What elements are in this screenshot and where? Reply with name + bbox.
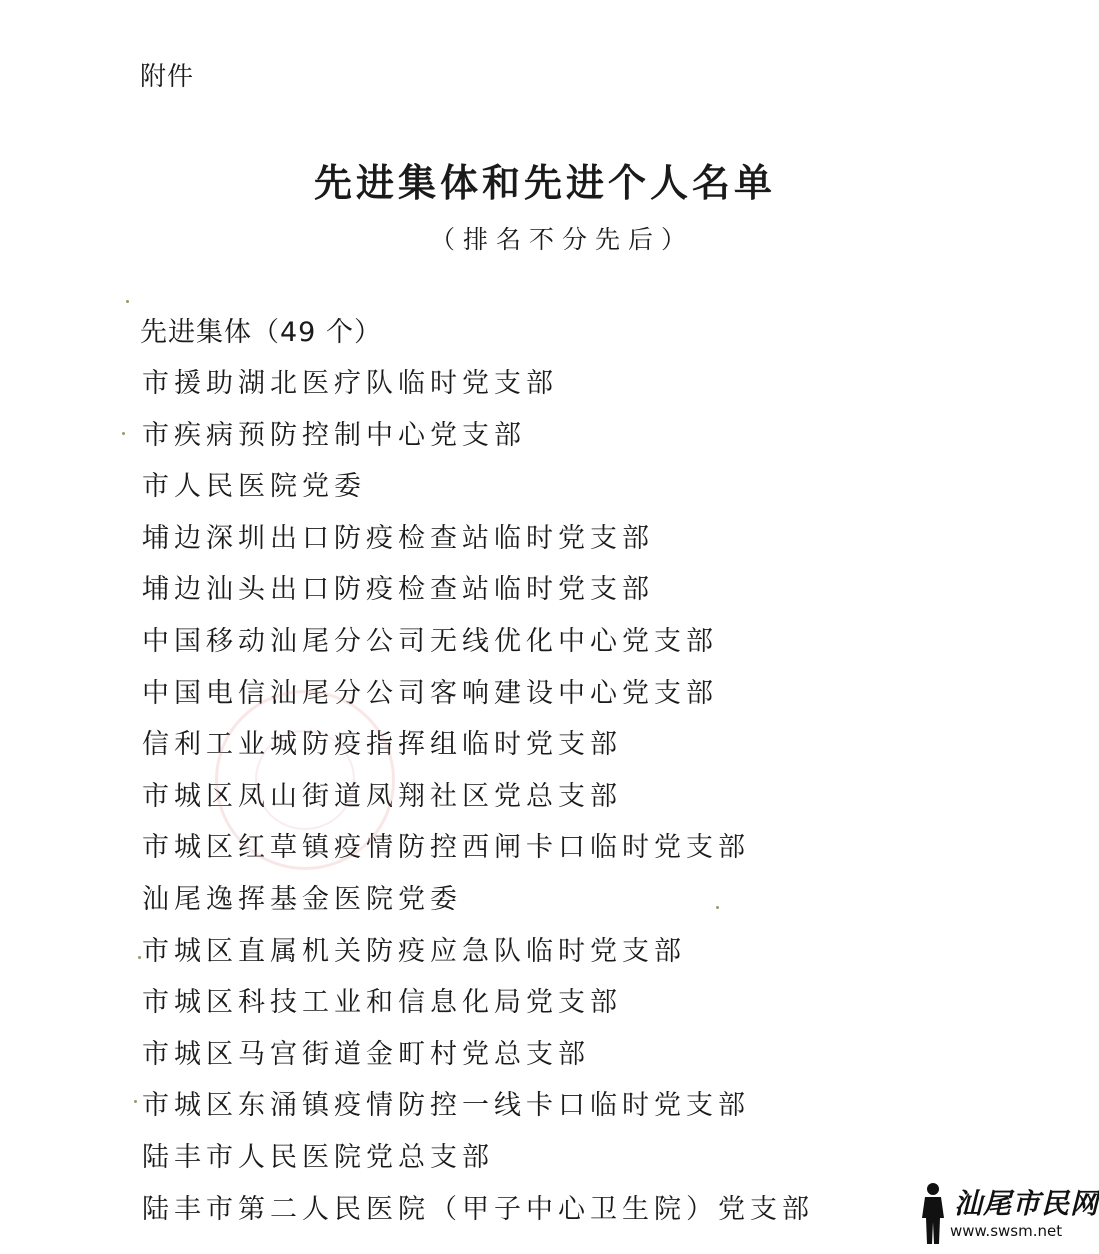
attachment-label: 附件 (140, 62, 195, 92)
faded-seal-stamp-inner (255, 730, 355, 830)
list-item: 市城区东涌镇疫情防控一线卡口临时党支部 (142, 1090, 750, 1122)
list-item: 市援助湖北医疗队临时党支部 (142, 368, 558, 399)
list-item: 信利工业城防疫指挥组临时党支部 (142, 729, 622, 761)
watermark-site-name: 汕尾市民网 (954, 1187, 1099, 1220)
list-item: 市城区直属机关防疫应急队临时党支部 (142, 935, 686, 967)
list-item: 埔边汕头出口防疫检查站临时党支部 (142, 574, 654, 606)
scan-speck (138, 956, 141, 959)
scan-speck (126, 300, 129, 303)
site-watermark (912, 1180, 1099, 1250)
list-item: 中国电信汕尾分公司客响建设中心党支部 (142, 677, 718, 709)
scan-speck (122, 432, 125, 435)
list-item: 陆丰市第二人民医院（甲子中心卫生院）党支部 (142, 1193, 814, 1225)
scan-speck (134, 1100, 137, 1103)
list-item: 埔边深圳出口防疫检查站临时党支部 (142, 522, 654, 554)
list-item: 汕尾逸挥基金医院党委 (142, 883, 462, 915)
list-item: 市城区凤山街道凤翔社区党总支部 (142, 780, 622, 812)
person-silhouette-icon (916, 1182, 950, 1246)
section-heading: 先进集体（49 个） (140, 317, 382, 348)
document-subtitle: （排名不分先后） (430, 225, 695, 254)
list-item: 市疾病预防控制中心党支部 (142, 419, 526, 451)
scan-speck (716, 906, 719, 909)
list-item: 市人民医院党委 (142, 471, 366, 503)
watermark-url: www.swsm.net (950, 1222, 1063, 1240)
list-item: 陆丰市人民医院党总支部 (142, 1141, 494, 1173)
document-title: 先进集体和先进个人名单 (313, 161, 776, 205)
list-item: 中国移动汕尾分公司无线优化中心党支部 (142, 625, 718, 657)
list-item: 市城区红草镇疫情防控西闸卡口临时党支部 (142, 832, 750, 864)
list-item: 市城区马宫街道金町村党总支部 (142, 1038, 590, 1070)
list-item: 市城区科技工业和信息化局党支部 (142, 987, 622, 1019)
